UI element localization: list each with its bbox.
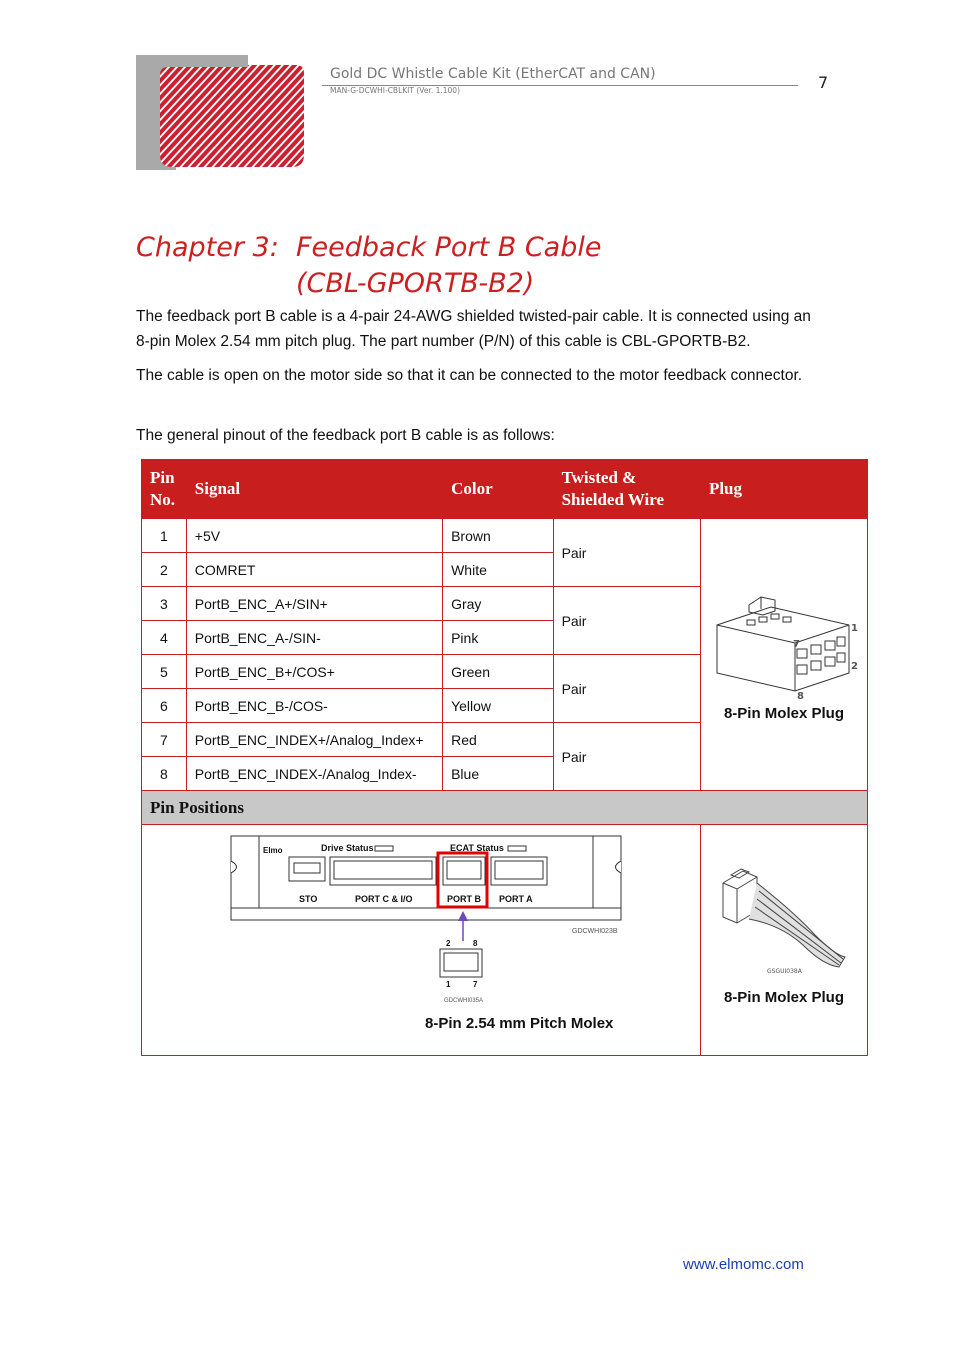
pin-cell: 3 [142, 587, 187, 621]
svg-text:8: 8 [796, 691, 804, 699]
pin-cell: 7 [142, 723, 187, 757]
svg-text:7: 7 [792, 639, 800, 650]
header-pin-no: Pin No. [142, 460, 187, 519]
header-signal: Signal [186, 460, 442, 519]
header-plug: Plug [700, 460, 867, 519]
pinout-table [141, 459, 868, 1056]
color-cell: Gray [443, 587, 553, 621]
pin-cell: 1 [142, 519, 187, 553]
drive-connector-drawing [142, 825, 708, 1055]
svg-text:PORT C & I/O: PORT C & I/O [355, 894, 413, 904]
signal-cell: COMRET [186, 553, 442, 587]
signal-cell: +5V [186, 519, 442, 553]
pair-cell: Pair [553, 587, 700, 655]
pair-cell: Pair [553, 519, 700, 587]
pin-positions-images-row [142, 825, 868, 1056]
plug-caption: 8-Pin Molex Plug [723, 705, 844, 722]
header-subtitle: MAN-G-DCWHI-CBLKIT (Ver. 1.100) [330, 86, 461, 95]
molex-plug-drawing [709, 587, 859, 699]
svg-text:2: 2 [850, 661, 858, 672]
signal-cell: PortB_ENC_INDEX-/Analog_Index- [186, 757, 442, 791]
color-cell: Brown [443, 519, 553, 553]
molex-cable-drawing [705, 825, 863, 975]
color-cell: Red [443, 723, 553, 757]
pin-cell: 6 [142, 689, 187, 723]
color-cell: Yellow [443, 689, 553, 723]
intro-paragraph: The feedback port B cable is a 4-pair 24-AWG shielded twisted-pair cable. It is connected using an 8-pin Molex 2.54 mm pitch plug. The part number (P/N) of this cable is CBL-GPORTB-B2. [136, 308, 811, 350]
signal-cell: PortB_ENC_INDEX+/Analog_Index+ [186, 723, 442, 757]
signal-cell: PortB_ENC_B+/COS+ [186, 655, 442, 689]
pair-cell: Pair [553, 655, 700, 723]
svg-text:2: 2 [446, 939, 451, 948]
signal-cell: PortB_ENC_B-/COS- [186, 689, 442, 723]
footer-website-link[interactable]: www.elmomc.com [683, 1256, 804, 1273]
svg-text:Elmo: Elmo [263, 846, 283, 855]
cable-caption: 8-Pin Molex Plug [723, 989, 844, 1006]
chapter-title-line2: (CBL-GPORTB-B2) [296, 268, 535, 299]
chapter-number: Chapter 3: [136, 232, 279, 263]
svg-text:8: 8 [473, 939, 478, 948]
table-header-row [142, 460, 868, 519]
svg-text:8-Pin 2.54 mm Pitch Molex: 8-Pin 2.54 mm Pitch Molex [425, 1015, 614, 1032]
svg-text:GDCWHI035A: GDCWHI035A [444, 998, 484, 1004]
color-cell: Green [443, 655, 553, 689]
plug-image-cell [700, 519, 867, 791]
svg-text:STO: STO [299, 894, 318, 904]
svg-text:GSGUI038A: GSGUI038A [766, 968, 802, 975]
svg-text:ECAT Status: ECAT Status [450, 843, 504, 853]
signal-cell: PortB_ENC_A+/SIN+ [186, 587, 442, 621]
pin-cell: 4 [142, 621, 187, 655]
pair-cell: Pair [553, 723, 700, 791]
signal-cell: PortB_ENC_A-/SIN- [186, 621, 442, 655]
pin-cell: 2 [142, 553, 187, 587]
svg-text:PORT B: PORT B [447, 894, 482, 904]
svg-text:PORT A: PORT A [499, 894, 533, 904]
svg-text:1: 1 [446, 980, 451, 989]
pin-cell: 8 [142, 757, 187, 791]
cable-drawing-cell [700, 825, 867, 1056]
header-title: Gold DC Whistle Cable Kit (EtherCAT and CAN) [330, 66, 656, 82]
header-twisted: Twisted & Shielded Wire [553, 460, 700, 519]
header-color: Color [443, 460, 553, 519]
svg-text:Drive Status: Drive Status [321, 843, 374, 853]
table-row [142, 519, 868, 553]
chapter-title-line1: Feedback Port B Cable [296, 232, 602, 263]
page-number: 7 [818, 73, 829, 92]
pin-cell: 5 [142, 655, 187, 689]
elmo-logo [136, 55, 304, 170]
color-cell: White [443, 553, 553, 587]
svg-text:GDCWHI023B: GDCWHI023B [572, 928, 618, 935]
pin-positions-row [142, 791, 868, 825]
open-side-paragraph: The cable is open on the motor side so that it can be connected to the motor feedback connector. [136, 367, 803, 384]
color-cell: Blue [443, 757, 553, 791]
drive-drawing-cell [142, 825, 701, 1056]
svg-text:7: 7 [473, 980, 478, 989]
color-cell: Pink [443, 621, 553, 655]
pinout-intro: The general pinout of the feedback port B cable is as follows: [136, 427, 555, 444]
svg-text:1: 1 [850, 623, 858, 634]
pin-positions-label: Pin Positions [142, 791, 868, 825]
